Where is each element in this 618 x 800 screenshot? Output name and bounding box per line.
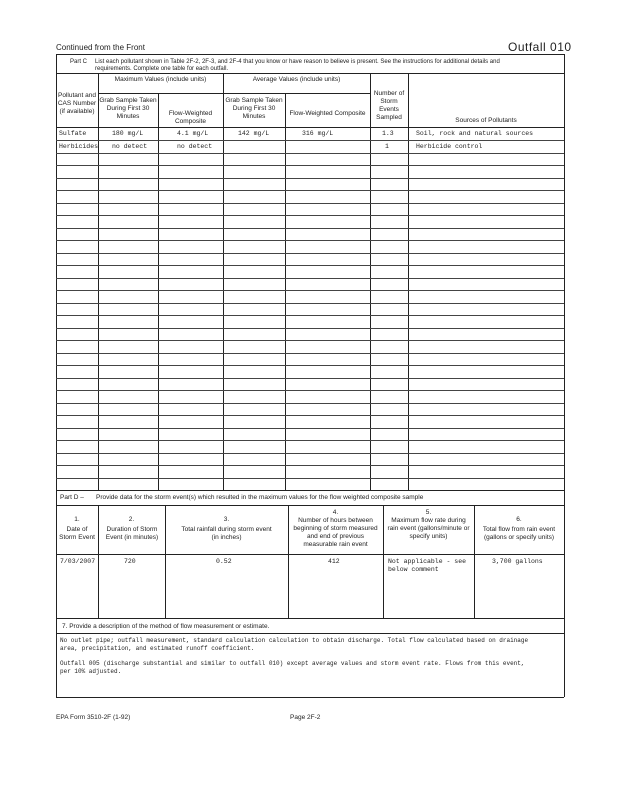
table-row-line [56, 215, 564, 216]
frame-bottom [56, 697, 564, 698]
table-row-line [56, 240, 564, 241]
table-row-line [56, 403, 564, 404]
part-d-bottom-line [56, 618, 564, 619]
part-7-divider [56, 633, 564, 634]
pd-c3-header: Total rainfall during storm event (in inches) [181, 526, 272, 541]
part-c-instruction-2: requirements. Complete one table for each outfall. [95, 66, 229, 72]
pd-duration: 720 [124, 558, 136, 565]
col-max-values-header: Maximum Values (include units) [114, 76, 207, 83]
pd-c6-num: 6. [516, 516, 522, 523]
col-events-header: Number of Storm Events Sampled [373, 90, 405, 121]
frame-left [56, 54, 57, 697]
pd-total-flow: 3,700 gallons [492, 558, 543, 565]
frame-top [56, 54, 564, 55]
table-row-line [56, 190, 564, 191]
col-avg-values-header: Average Values (include units) [252, 76, 341, 83]
header-bottom-line [56, 127, 564, 128]
table-row-line [56, 415, 564, 416]
frame-right [564, 54, 565, 697]
pd-c6-header: Total flow from rain event (gallons or specify units) [482, 526, 556, 541]
part-c-divider [56, 73, 564, 74]
table-row-line [56, 303, 564, 304]
row1-flow-max: 4.1 mg/L [177, 130, 209, 137]
pd-max-flow: Not applicable - see below comment [388, 558, 467, 573]
row1-flow-avg: 316 mg/L [302, 130, 334, 137]
table-row-line [56, 140, 564, 141]
pd-rainfall: 0.52 [216, 558, 232, 565]
pd-c1-num: 1. [74, 516, 80, 523]
outfall-label: Outfall 010 [508, 40, 572, 54]
part-7-text-3: Outfall 005 (discharge substantial and similar to outfall 010) except average values and storm event rate. Flows from this event, [60, 660, 525, 667]
table-row-line [56, 153, 564, 154]
row2-events: 1 [385, 143, 389, 150]
row1-grab-max: 180 mg/L [112, 130, 144, 137]
table-row-line [56, 315, 564, 316]
table-row-line [56, 253, 564, 254]
table-row-line [56, 178, 564, 179]
row2-flow-max: no detect [177, 143, 213, 150]
pd-c1-header: Date of Storm Event [59, 526, 95, 541]
row2-sources: Herbicide control [416, 143, 483, 150]
table-row-line [56, 365, 564, 366]
pd-hours-between: 412 [328, 558, 340, 565]
part-d-header-bottom [56, 554, 564, 555]
part-7-label: 7. Provide a description of the method of flow measurement or estimate. [62, 623, 270, 630]
col-sources-header: Sources of Pollutants [455, 117, 517, 124]
row1-grab-avg: 142 mg/L [238, 130, 270, 137]
part-c-label: Part C [70, 59, 88, 65]
col-pollutant-header: Pollutant and CAS Number (if available) [57, 92, 97, 115]
pd-date: 7/03/2007 [60, 558, 96, 565]
table-row-line [56, 478, 564, 479]
table-row-line [56, 378, 564, 379]
pd-c4-num: 4. [332, 509, 339, 516]
table-row-line [56, 228, 564, 229]
pd-c5-num: 5. [425, 509, 432, 516]
table-row-line [56, 453, 564, 454]
table-row-line [56, 203, 564, 204]
pd-col-line-3 [288, 505, 289, 618]
table-row-line [56, 465, 564, 466]
part-7-text-4: per 10% adjusted. [60, 668, 122, 675]
part-7-text-1: No outlet pipe; outfall measurement, standard calculation calculation to obtain discharge. Total flow calculated based on drainage [60, 637, 529, 644]
row1-events: 1.3 [382, 130, 394, 137]
table-row-line [56, 290, 564, 291]
table-row-line [56, 353, 564, 354]
header-sub-divider [98, 93, 370, 94]
row1-pollutant: Sulfate [59, 130, 87, 137]
table-row-line [56, 165, 564, 166]
row2-pollutant: Herbicides [59, 143, 99, 150]
pd-col-line-4 [383, 505, 384, 618]
pd-c3-num: 3. [223, 516, 230, 523]
table-row-line [56, 265, 564, 266]
row1-sources: Soil, rock and natural sources [416, 130, 534, 137]
footer-page: Page 2F-2 [290, 714, 321, 721]
row2-grab-max: no detect [112, 143, 148, 150]
pd-c4-header: Number of hours between beginning of storm measured and end of previous measurable rain event [293, 517, 378, 548]
table-row-line [56, 340, 564, 341]
pd-c5-header: Maximum flow rate during rain event (gallons/minute or specify units) [387, 517, 470, 540]
table-row-line [56, 390, 564, 391]
col-flow-max-header: Flow-Weighted Composite [168, 110, 213, 125]
part-c-instruction-1: List each pollutant shown in Table 2F-2, 2F-3, and 2F-4 that you know or have reason to believe is present. See the instructions for additional details and [95, 59, 500, 65]
part-d-top-line [56, 490, 564, 491]
table-row-line [56, 328, 564, 329]
col-flow-avg-header: Flow-Weighted Composite [289, 110, 366, 117]
col-grab-max-header: Grab Sample Taken During First 30 Minutes [99, 97, 157, 120]
pd-c2-num: 2. [128, 516, 135, 523]
part-7-text-2: area, precipitation, and estimated runoff coefficient. [60, 645, 255, 652]
table-row-line [56, 440, 564, 441]
part-d-label: Part D – [60, 494, 84, 501]
continued-label: Continued from the Front [56, 43, 145, 52]
table-row-line [56, 428, 564, 429]
footer-form: EPA Form 3510-2F (1-92) [56, 714, 131, 721]
table-row-line [56, 278, 564, 279]
part-d-header-top [56, 505, 564, 506]
part-d-instruction: Provide data for the storm event(s) which resulted in the maximum values for the flow weighted composite sample [96, 494, 424, 501]
col-grab-avg-header: Grab Sample Taken During First 30 Minutes [225, 97, 283, 120]
pd-c2-header: Duration of Storm Event (in minutes) [105, 526, 159, 541]
